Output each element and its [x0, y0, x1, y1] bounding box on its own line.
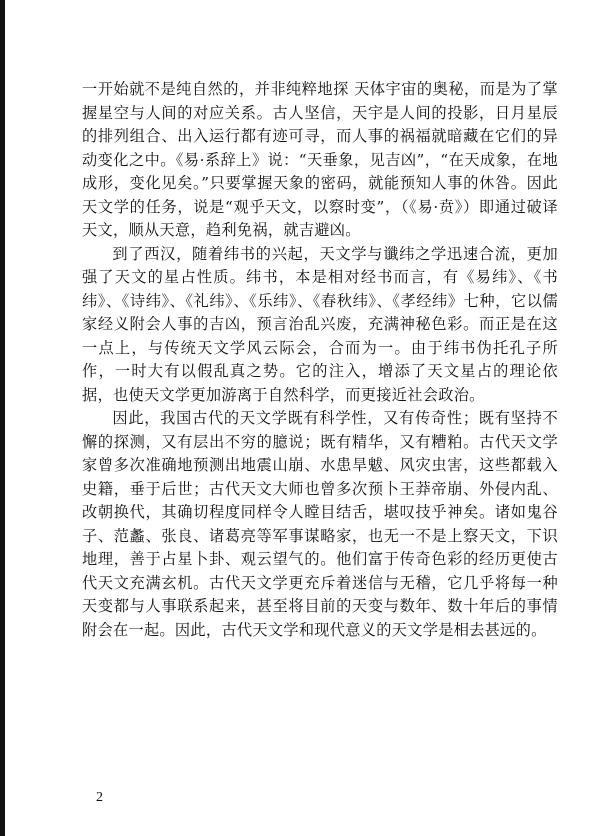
scan-edge-shadow: [0, 0, 5, 836]
paragraph-1: 一开始就不是纯自然的，并非纯粹地探 天体宇宙的奥秘，而是为了掌握星空与人间的对应关系。古人坚信，天宇是人间的投影，日月星辰的排列组合、出入运行都有迹可寻，而人事的祸福就暗藏在它们的异动变化之中。《易·系辞上》说：“天垂象，见吉凶”，“在天成象，在地成形，变化见矣。”只要掌握天象的密码，就能预知人事的休咎。因此天文学的任务，说是“观乎天文，以察时变”，（《易·贲》）即通过破译天文，顺从天意，趋利免祸，就吉避凶。: [82, 80, 558, 239]
paragraph-3: 因此，我国古代的天文学既有科学性，又有传奇性；既有坚持不懈的探测，又有层出不穷的臆说；既有精华，又有糟粕。古代天文学家曾多次准确地预测出地震山崩、水患旱魃、风灾虫害，这些都载入史籍，垂于后世；古代天文大师也曾多次预卜王莽帝崩、外侵内乱、改朝换代，其确切程度同样令人瞠目结舌，堪叹技乎神矣。诸如鬼谷子、范蠡、张良、诸葛亮等军事谋略家，也无一不是上察天文，下识地理，善于占星卜卦、观云望气的。他们富于传奇色彩的经历更使古代天文充满玄机。古代天文学更充斥着迷信与无稽，它几乎将每一种天变都与人事联系起来，甚至将目前的天变与数年、数十年后的事情附会在一起。因此，古代天文学和现代意义的天文学是相去甚远的。: [82, 409, 558, 639]
paragraph-2: 到了西汉，随着纬书的兴起，天文学与谶纬之学迅速合流，更加强了天文的星占性质。纬书，本是相对经书而言，有《易纬》、《书纬》、《诗纬》、《礼纬》、《乐纬》、《春秋纬》、《孝经纬》七种，它以儒家经义附会人事的吉凶，预言治乱兴废，充满神秘色彩。而正是在这一点上，与传统天文学风云际会，合而为一。由于纬书伪托孔子所作，一时大有以假乱真之势。它的注入，增添了天文星占的理论依据，也使天文学更加游离于自然科学，而更接近社会政治。: [82, 244, 558, 404]
body-text: [82, 78, 558, 642]
page-number: 2: [96, 790, 103, 805]
